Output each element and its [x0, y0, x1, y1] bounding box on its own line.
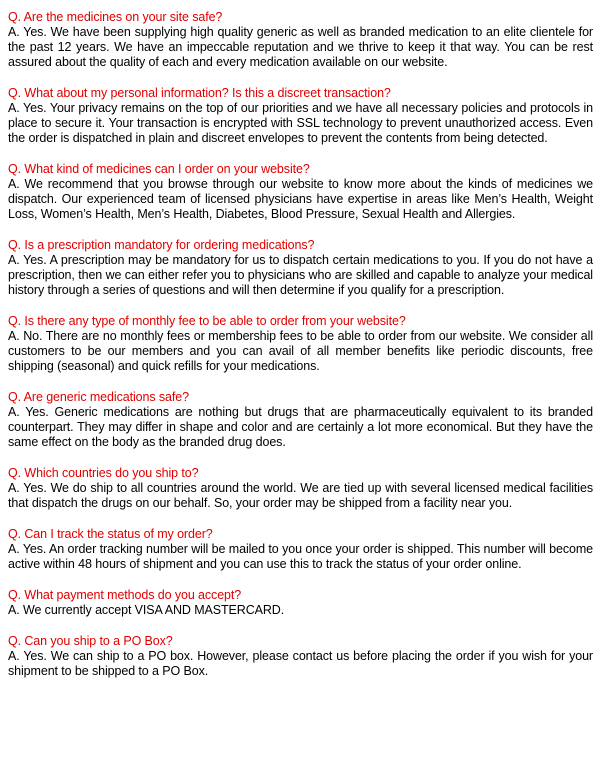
- faq-question: Q. Are generic medications safe?: [8, 390, 189, 404]
- faq-question: Q. Can I track the status of my order?: [8, 527, 213, 541]
- faq-question: Q. What payment methods do you accept?: [8, 588, 242, 602]
- faq-item-payment-methods: [8, 588, 593, 618]
- faq-answer: A. We currently accept VISA AND MASTERCARD.: [8, 603, 285, 617]
- faq-question: Q. Is there any type of monthly fee to be able to order from your website?: [8, 314, 406, 328]
- faq-answer: A. Yes. An order tracking number will be mailed to you once your order is shipped. This number will become active within 48 hours of shipment and you can use this to track the status of your order online.: [8, 542, 593, 571]
- faq-item-safety: [8, 10, 593, 70]
- faq-answer: A. We recommend that you browse through our website to know more about the kinds of medicines we dispatch. Our experienced team of licensed physicians have expertise in areas like Men’s Health, Weight Loss, Women’s Health, Men’s Health, Diabetes, Blood Pressure, Sexual Health and Allergies.: [8, 177, 593, 221]
- faq-question: Q. What about my personal information? Is this a discreet transaction?: [8, 86, 391, 100]
- faq-answer: A. Yes. We have been supplying high quality generic as well as branded medication to an elite clientele for the past 12 years. We have an impeccable reputation and we thrive to keep it that way. You can be rest assured about the quality of each and every medication available on our website.: [8, 25, 593, 69]
- faq-item-monthly-fee: [8, 314, 593, 374]
- faq-item-prescription: [8, 238, 593, 298]
- faq-item-po-box: [8, 634, 593, 679]
- faq-item-privacy: [8, 86, 593, 146]
- faq-answer: A. No. There are no monthly fees or membership fees to be able to order from our website. We consider all customers to be our members and you can avail of all member benefits like periodic discounts, free shipping (seasonal) and quick refills for your medications.: [8, 329, 593, 373]
- faq-item-medicine-kinds: [8, 162, 593, 222]
- faq-question: Q. What kind of medicines can I order on your website?: [8, 162, 310, 176]
- faq-answer: A. Yes. Your privacy remains on the top of our priorities and we have all necessary policies and protocols in place to secure it. Your transaction is encrypted with SSL technology to prevent unauthorized access. Even the order is dispatched in plain and discreet envelopes to prevent the contents from being detected.: [8, 101, 593, 145]
- faq-question: Q. Is a prescription mandatory for ordering medications?: [8, 238, 315, 252]
- faq-answer: A. Yes. A prescription may be mandatory for us to dispatch certain medications to you. If you do not have a prescription, then we can either refer you to physicians who are skilled and capable to analyze your medical history through a series of questions and will then determine if you qualify for a prescription.: [8, 253, 593, 297]
- faq-answer: A. Yes. We do ship to all countries around the world. We are tied up with several licensed medical facilities that dispatch the drugs on our behalf. So, your order may be shipped from a facility near you.: [8, 481, 593, 510]
- faq-item-shipping-countries: [8, 466, 593, 511]
- faq-item-order-tracking: [8, 527, 593, 572]
- faq-question: Q. Are the medicines on your site safe?: [8, 10, 223, 24]
- faq-question: Q. Can you ship to a PO Box?: [8, 634, 173, 648]
- faq-answer: A. Yes. Generic medications are nothing but drugs that are pharmaceutically equivalent to its branded counterpart. They may differ in shape and color and are certainly a lot more economical. But they have the same effect on the body as the branded drug does.: [8, 405, 593, 449]
- faq-item-generic-safety: [8, 390, 593, 450]
- faq-question: Q. Which countries do you ship to?: [8, 466, 199, 480]
- faq-list: [8, 10, 593, 695]
- faq-answer: A. Yes. We can ship to a PO box. However, please contact us before placing the order if you wish for your shipment to be shipped to a PO Box.: [8, 649, 593, 678]
